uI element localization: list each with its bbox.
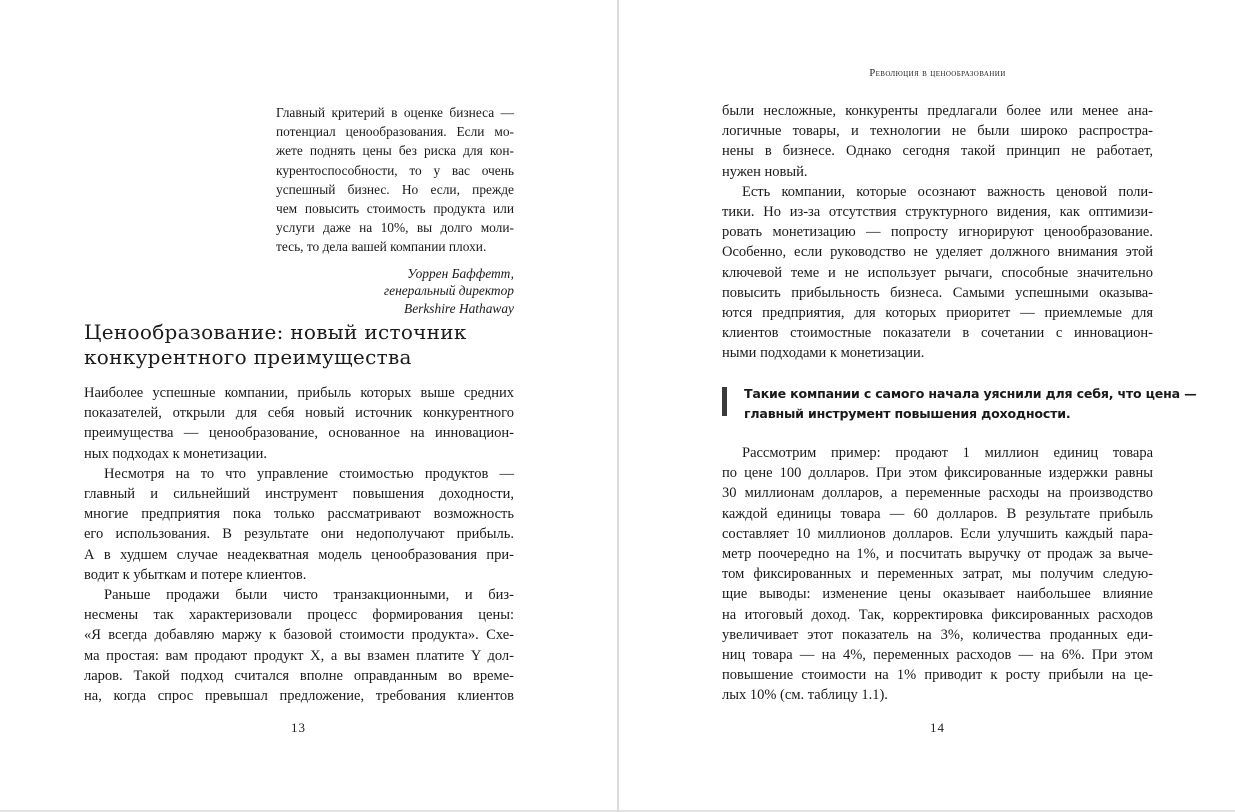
epigraph-line: услуги даже на 10%, вы долго моли- xyxy=(276,220,514,236)
epigraph xyxy=(276,103,514,317)
section-title xyxy=(84,320,524,370)
text-line: Рассмотрим пример: продают 1 миллион единиц товара xyxy=(742,445,1153,461)
paragraph xyxy=(722,443,1153,706)
text-line: Раньше продажи были чисто транзакционными, и биз- xyxy=(104,587,514,604)
text-line: том фиксированных и переменных затрат, мы получим следую- xyxy=(722,566,1153,583)
running-head: Революция в ценообразовании xyxy=(869,68,1006,79)
text-line: Есть компании, которые осознают важность ценовой поли- xyxy=(742,183,1153,200)
text-line: ма простая: вам продают продукт X, а вы взамен платите Y дол- xyxy=(84,647,514,664)
text-line: щие выводы: изменение цены оказывает наибольшее влияние xyxy=(722,586,1153,603)
text-line: тики. Но из-за отсутствия структурного видения, как оптимизи- xyxy=(722,204,1153,221)
left-body-text xyxy=(84,383,514,706)
text-line: составляет 10 миллионов долларов. Если улучшить каждый пара- xyxy=(722,525,1153,542)
epigraph-author-company: Berkshire Hathaway xyxy=(404,300,514,316)
right-body-text-bottom xyxy=(722,443,1153,706)
text-line: Несмотря на то что управление стоимостью продуктов — xyxy=(104,465,514,482)
epigraph-text xyxy=(276,103,514,257)
text-line: А в худшем случае неадекватная модель ценообразования при- xyxy=(84,546,514,563)
paragraph xyxy=(84,464,514,585)
page-number: 14 xyxy=(930,720,945,735)
text-line: главный и сильнейший инструмент повышения доходности, xyxy=(84,486,514,503)
text-line: преимущества — ценообразование, основанное на инновацион- xyxy=(84,425,514,442)
epigraph-author: Уоррен Баффетт, xyxy=(407,265,514,281)
text-line: несмены так характеризовали процесс формирования цены: xyxy=(84,607,514,624)
text-line: повысить прибыльность бизнеса. Самыми успешными оказыва- xyxy=(722,284,1153,301)
text-line: ровать монетизацию — попросту игнорируют ценообразование. xyxy=(722,224,1153,241)
text-line: ларов. Такой подход считался вполне оправданным во време- xyxy=(84,667,514,684)
text-line: повышение стоимости на 1% приводит к росту прибыли на це- xyxy=(722,667,1153,684)
epigraph-attribution xyxy=(276,265,514,318)
text-line: метр поочередно на 1%, и посчитать выручку от продаж за выче- xyxy=(722,546,1153,563)
page-number: 13 xyxy=(291,720,306,735)
right-body-text-top xyxy=(722,101,1153,364)
section-title-line: Ценообразование: новый источник xyxy=(84,320,467,344)
text-line: ются предприятия, для которых приоритет — приемлемые для xyxy=(722,305,1153,322)
text-line: лых 10% (см. таблицу 1.1). xyxy=(722,687,888,704)
text-line: каждой единицы товара — 60 долларов. В результате прибыль xyxy=(722,505,1153,522)
pull-quote-bar xyxy=(722,387,727,416)
text-line: многие предприятия пока только рассматривают возможность xyxy=(84,506,514,523)
paragraph xyxy=(84,383,514,464)
pull-quote-line: Такие компании с самого начала уяснили для себя, что цена — xyxy=(744,386,1197,401)
epigraph-line: успешный бизнес. Но если, прежде xyxy=(276,181,514,197)
text-line: 30 миллионам долларов, а переменные расходы на производство xyxy=(722,485,1153,502)
text-line: ключевой теме и не использует рычаги, способные значительно xyxy=(722,264,1153,281)
paragraph xyxy=(84,585,514,706)
text-line: ными подходами к монетизации. xyxy=(722,345,925,362)
text-line: были несложные, конкуренты предлагали более или менее ана- xyxy=(722,103,1153,119)
text-line: увеличивает этот показатель на 3%, количества проданных еди- xyxy=(722,626,1153,643)
text-line: на итоговый доход. Так, корректировка фиксированных расходов xyxy=(722,606,1153,623)
pull-quote-text xyxy=(744,384,1197,424)
text-line: ниц товара — на 4%, переменных расходов — на 6%. При этом xyxy=(722,647,1153,664)
text-line: нены в бизнесе. Однако сегодня такой принцип не работает, xyxy=(722,143,1153,160)
text-line: Наиболее успешные компании, прибыль которых выше средних xyxy=(84,385,514,401)
epigraph-line: тесь, то дела вашей компании плохи. xyxy=(276,239,487,255)
text-line: показателей, открыли для себя новый источник конкурентного xyxy=(84,405,514,422)
epigraph-line: Главный критерий в оценке бизнеса — xyxy=(276,105,514,120)
text-line: ных подходах к монетизации. xyxy=(84,445,268,462)
text-line: клиентов стоимостные показатели в сочетании с инновацион- xyxy=(722,325,1153,342)
epigraph-line: потенциал ценообразования. Если мо- xyxy=(276,124,514,140)
text-line: по цене 100 долларов. При этом фиксированные издержки равны xyxy=(722,465,1153,482)
text-line: на, когда спрос превышал предложение, требования клиентов xyxy=(84,688,514,705)
text-line: «Я всегда добавляю маржу к базовой стоимости продукта». Схе- xyxy=(84,627,514,644)
left-page xyxy=(0,0,617,812)
epigraph-line: чем повысить стоимость продукта или xyxy=(276,201,514,217)
text-line: нужен новый. xyxy=(722,163,808,180)
paragraph xyxy=(722,101,1153,182)
paragraph xyxy=(722,182,1153,364)
text-line: логичные товары, и технологии не были широко распростра- xyxy=(722,123,1153,140)
epigraph-line: жете поднять цены без риска для кон- xyxy=(276,143,514,159)
pull-quote-line: главный инструмент повышения доходности. xyxy=(744,406,1071,421)
text-line: водит к убыткам и потере клиентов. xyxy=(84,566,307,583)
text-line: Особенно, если руководство не уделяет должного внимания этой xyxy=(722,244,1153,261)
epigraph-line: курентоспособности, то у вас очень xyxy=(276,162,514,178)
text-line: его использования. В результате они недополучают прибыль. xyxy=(84,526,514,543)
section-title-line: конкурентного преимущества xyxy=(84,345,412,369)
epigraph-author-title: генеральный директор xyxy=(383,283,514,299)
